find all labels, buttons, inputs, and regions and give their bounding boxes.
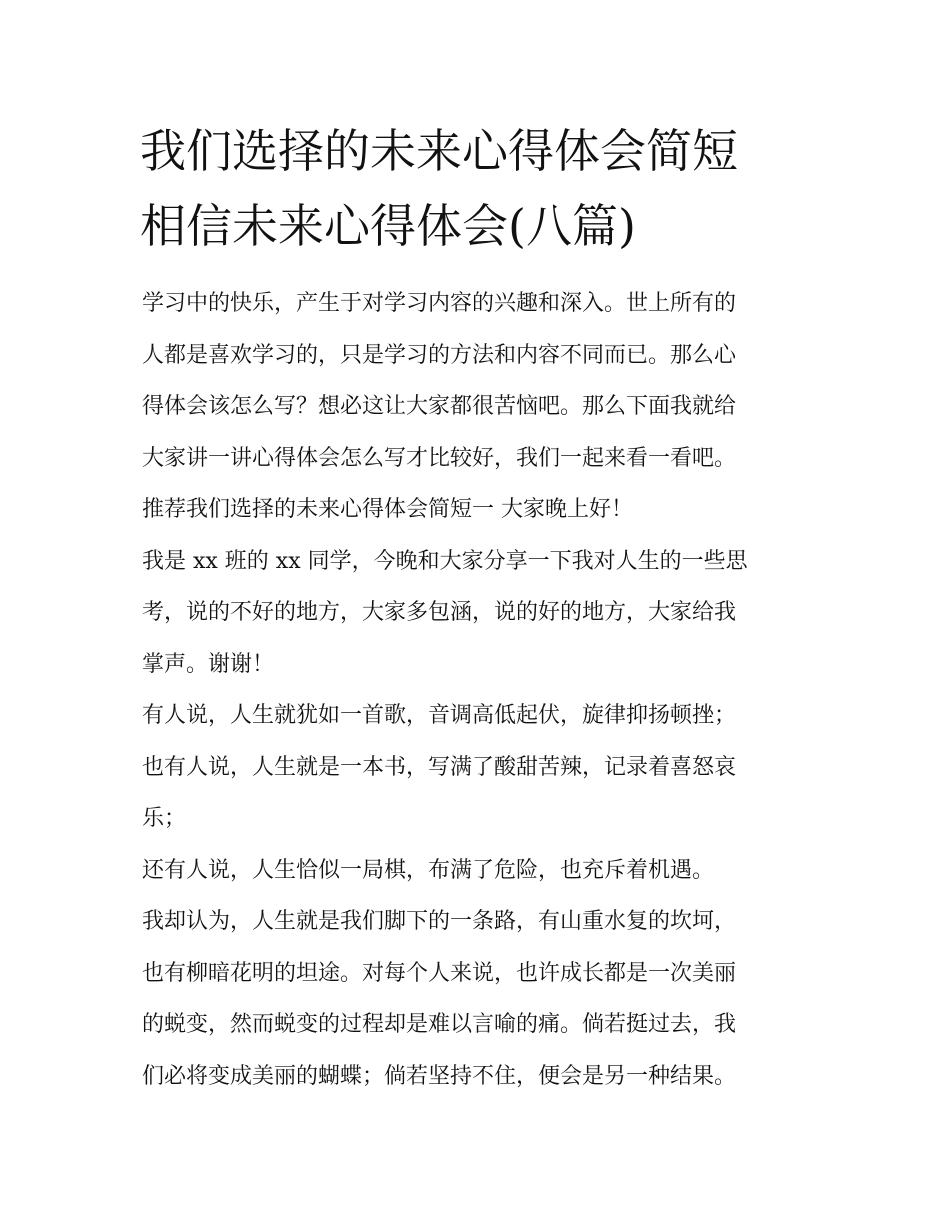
- title-line-2: 相信未来心得体会(八篇): [140, 199, 636, 253]
- body-line: 乐；: [142, 806, 187, 831]
- body-line: 推荐我们选择的未来心得体会简短一 大家晚上好！: [142, 497, 633, 522]
- body-line: 我是 xx 班的 xx 同学，今晚和大家分享一下我对人生的一些思: [142, 548, 748, 574]
- document-body: [142, 278, 822, 1102]
- body-line: 的蜕变，然而蜕变的过程却是难以言喻的痛。倘若挺过去，我: [142, 1012, 737, 1037]
- body-line: 也有柳暗花明的坦途。对每个人来说，也许成长都是一次美丽: [142, 960, 737, 986]
- body-line: 学习中的快乐，产生于对学习内容的兴趣和深入。世上所有的: [142, 291, 737, 316]
- body-line: 掌声。谢谢！: [142, 651, 275, 677]
- body-line: 大家讲一讲心得体会怎么写才比较好，我们一起来看一看吧。: [142, 445, 737, 471]
- body-line: 们必将变成美丽的蝴蝶；倘若坚持不住，便会是另一种结果。: [142, 1063, 737, 1089]
- body-line: 还有人说，人生恰似一局棋，布满了危险，也充斥着机遇。: [142, 857, 715, 883]
- body-line: 有人说，人生就犹如一首歌，音调高低起伏，旋律抑扬顿挫；: [142, 703, 737, 728]
- document-title: [140, 114, 820, 264]
- body-line: 也有人说，人生就是一本书，写满了酸甜苦辣，记录着喜怒哀: [142, 754, 737, 780]
- title-line-1: 我们选择的未来心得体会简短: [140, 124, 738, 178]
- body-line: 考，说的不好的地方，大家多包涵，说的好的地方，大家给我: [142, 600, 737, 625]
- body-line: 人都是喜欢学习的，只是学习的方法和内容不同而已。那么心: [142, 342, 737, 368]
- body-line: 我却认为，人生就是我们脚下的一条路，有山重水复的坎坷，: [142, 909, 737, 934]
- body-line: 得体会该怎么写？想必这让大家都很苦恼吧。那么下面我就给: [142, 394, 737, 419]
